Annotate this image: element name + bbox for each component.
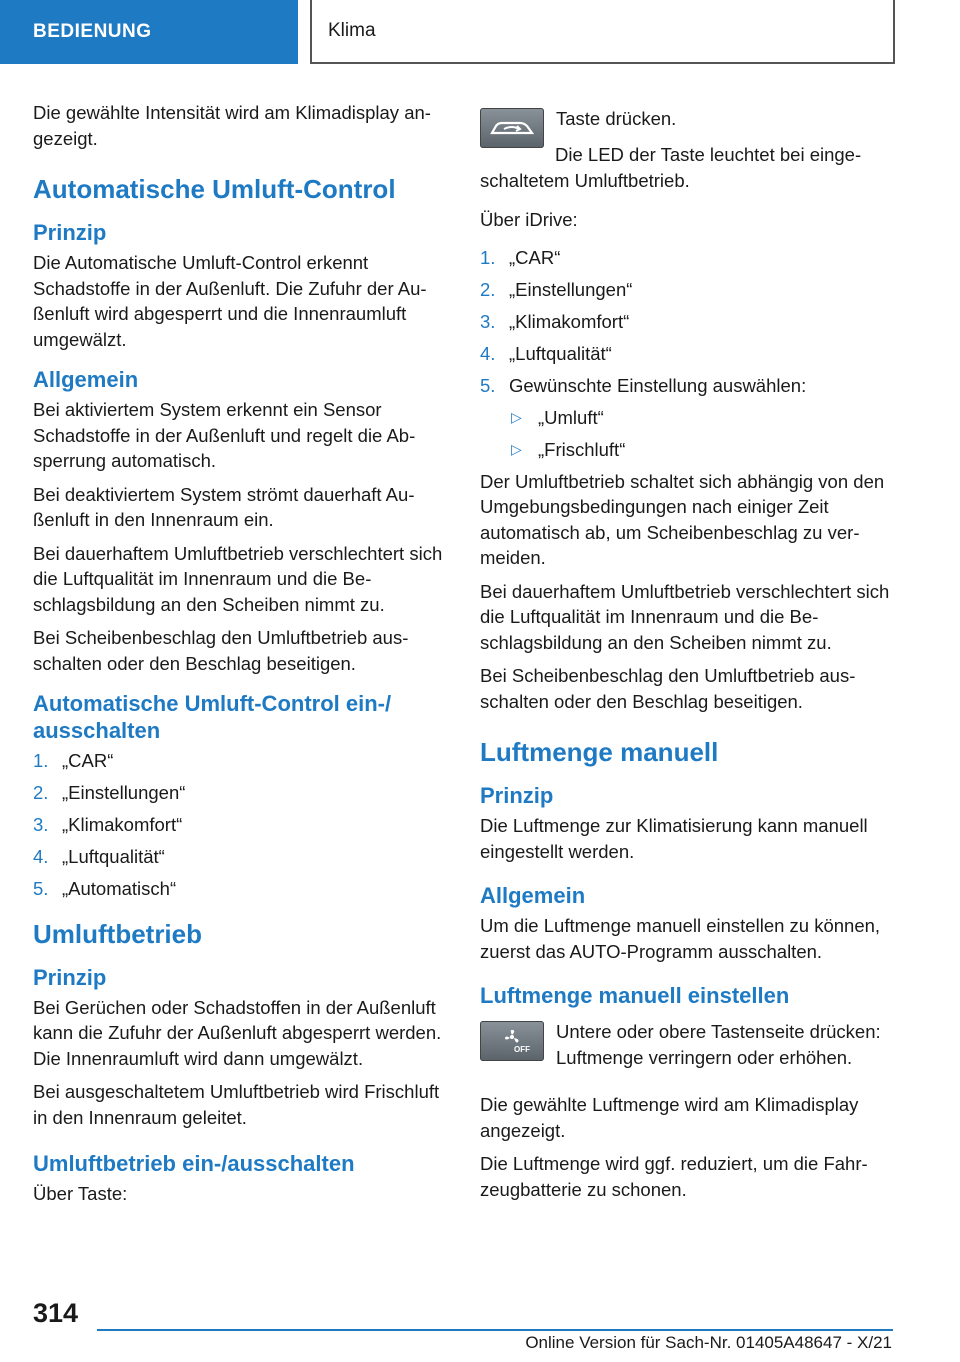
list-item: 2. „Einstellungen“ <box>480 278 633 300</box>
list-item: 5. Gewünschte Einstellung auswählen: <box>480 374 807 396</box>
paragraph: Bei Scheibenbeschlag den Umluftbetrieb ausschalten oder den Beschlag beseitigen. <box>33 627 409 674</box>
fan-button-row <box>480 1019 895 1078</box>
off-label: OFF <box>514 1044 530 1054</box>
paragraph: Die Luftmenge wird ggf. reduziert, um die Fahrzeugbatterie zu schonen. <box>480 1153 868 1200</box>
page-number: 314 <box>33 1298 79 1328</box>
list-item: ▷ „Frischluft“ <box>511 438 626 460</box>
paragraph: Bei Gerüchen oder Schadstoffen in der Außenluft kann die Zufuhr der Außenluft abgesperrt werden. Die Innenraumluft wird dann umgewälzt. <box>33 996 442 1069</box>
heading-luftmenge-einstellen: Luftmenge manuell einstellen <box>480 983 790 1008</box>
paragraph: Bei deaktiviertem System strömt dauerhaft Außenluft in den Innenraum ein. <box>33 483 415 530</box>
list-item: 3. „Klimakomfort“ <box>33 814 183 835</box>
paragraph: Bei Scheibenbeschlag den Umluftbetrieb ausschalten oder den Beschlag beseitigen. <box>480 665 856 712</box>
heading-allgemein: Allgemein <box>33 367 139 392</box>
heading-auto-umluft: Automatische Umluft-Control <box>33 174 396 204</box>
heading-prinzip: Prinzip <box>33 964 107 990</box>
list-item: 2. „Einstellungen“ <box>33 782 186 803</box>
button-description <box>544 106 676 138</box>
paragraph: Bei dauerhaftem Umluftbetrieb verschlechtert sich die Luftqualität im Innenraum und die Beschlagsbildung an den Scheiben nimmt zu. <box>33 542 443 615</box>
paragraph: Bei dauerhaftem Umluftbetrieb verschlechtert sich die Luftqualität im Innenraum und die Beschlagsbildung an den Scheiben nimmt zu. <box>480 580 890 653</box>
paragraph: Die Automatische Umluft-Control erkennt Schadstoffe in der Außenluft. Die Zufuhr der Außenluft wird abgesperrt und die Innenraumluft umgewälzt. <box>33 252 427 350</box>
sub-options-list <box>480 405 895 463</box>
list-item: 3. „Klimakomfort“ <box>480 310 630 332</box>
left-column <box>33 100 448 1215</box>
heading-ein-ausschalten: Automatische Umluft-Control ein-/ ausschalten <box>33 691 392 743</box>
list-item: 4. „Luftqualität“ <box>33 846 165 867</box>
fan-off-icon <box>480 1021 544 1061</box>
paragraph: Die gewählte Luftmenge wird am Klimadisplay angezeigt. <box>480 1094 859 1141</box>
paragraph: Der Umluftbetrieb schaltet sich abhängig von den Umgebungsbedingungen nach einiger Zeit automatisch ab, um Scheibenbeschlag zu vermeiden. <box>480 470 885 568</box>
recirculation-icon <box>480 108 544 148</box>
paragraph: Über Taste: <box>33 1183 128 1204</box>
heading-luftmenge-manuell: Luftmenge manuell <box>480 737 719 767</box>
list-item: 1. „CAR“ <box>33 750 114 771</box>
intro-text: Die gewählte Intensität wird am Klimadisplay angezeigt. <box>33 102 431 149</box>
heading-umluftbetrieb: Umluftbetrieb <box>33 918 202 949</box>
right-column <box>480 106 895 1210</box>
footer-online-version: Online Version für Sach-Nr. 01405A48647 - X/21 <box>525 1333 892 1352</box>
heading-allgemein: Allgemein <box>480 883 586 908</box>
footer-divider <box>97 1329 893 1331</box>
steps-list <box>33 748 448 902</box>
paragraph: Bei aktiviertem System erkennt ein Sensor Schadstoffe in der Außenluft und regelt die Absperrung automatisch. <box>33 399 416 471</box>
list-item: 5. „Automatisch“ <box>33 878 177 899</box>
paragraph: Um die Luftmenge manuell einstellen zu können, zuerst das AUTO-Programm ausschalten. <box>480 915 881 962</box>
steps-list <box>480 245 895 399</box>
paragraph: Bei ausgeschaltetem Umluftbetrieb wird Frischluft in den Innenraum geleitet. <box>33 1081 440 1128</box>
list-item: 1. „CAR“ <box>480 246 561 268</box>
section-tab: BEDIENUNG <box>0 0 298 64</box>
chapter-title: Klima <box>310 0 895 64</box>
paragraph: Die Luftmenge zur Klimatisierung kann manuell eingestellt werden. <box>480 815 868 862</box>
paragraph: Untere oder obere Tastenseite drücken: Luftmenge verringern oder erhöhen. <box>556 1021 881 1068</box>
paragraph: Taste drücken. <box>556 108 677 129</box>
heading-prinzip: Prinzip <box>480 783 554 808</box>
paragraph: Die LED der Taste leuchtet bei eingeschaltetem Umluftbetrieb. <box>480 144 862 191</box>
button-description <box>544 1019 895 1078</box>
list-item: 4. „Luftqualität“ <box>480 342 612 364</box>
heading-prinzip: Prinzip <box>33 220 107 245</box>
paragraph: Über iDrive: <box>480 209 578 230</box>
heading-umluft-ein-aus: Umluftbetrieb ein-/ausschalten <box>33 1151 355 1176</box>
list-item: ▷ „Umluft“ <box>511 406 604 428</box>
